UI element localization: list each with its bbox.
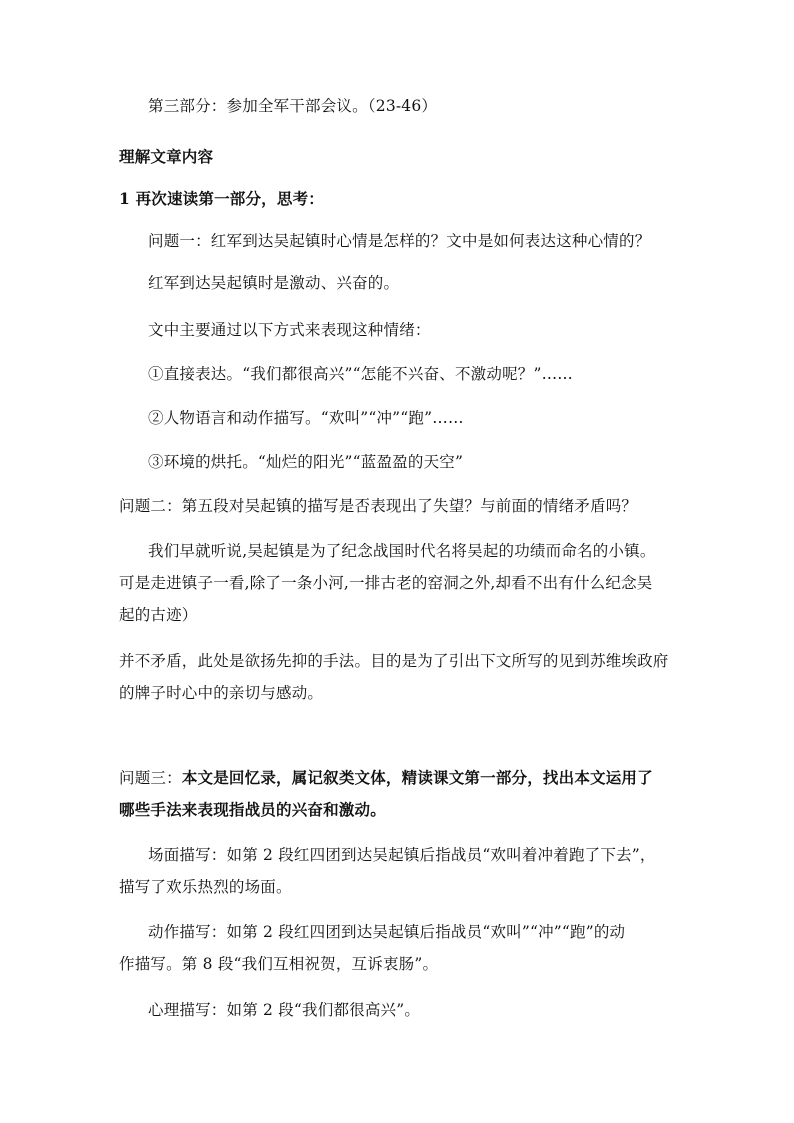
- answer-two-line-1: 并不矛盾，此处是欲扬先抑的手法。目的是为了引出下文所写的见到苏维埃政府: [119, 652, 669, 670]
- answer-one-intro: 文中主要通过以下方式来表现这种情绪：: [148, 321, 431, 339]
- scene-description-line-2: 描写了欢乐热烈的场面。: [119, 878, 292, 896]
- scene-description-line-1: 场面描写：如第 2 段红四团到达吴起镇后指战员“欢叫着冲着跑了下去”，: [148, 846, 656, 864]
- question-two: 问题二：第五段对吴起镇的描写是否表现出了失望？与前面的情绪矛盾吗？: [119, 497, 638, 515]
- mental-description-line-1: 心理描写：如第 2 段“我们都很高兴”。: [148, 1001, 421, 1019]
- question-three-line-2: 哪些手法来表现指战员的兴奋和激动。: [119, 800, 386, 819]
- answer-two-line-2: 的牌子时心中的亲切与感动。: [119, 684, 324, 702]
- quote-line-2: 可是走进镇子一看,除了一条小河,一排古老的窑洞之外,却看不出有什么纪念吴: [119, 574, 653, 592]
- heading-reread: 1 再次速读第一部分，思考：: [119, 189, 324, 208]
- heading-understand: 理解文章内容: [119, 147, 214, 166]
- question-one: 问题一：红军到达吴起镇时心情是怎样的？文中是如何表达这种心情的？: [148, 232, 651, 250]
- answer-one-item-1: ①直接表达。“我们都很高兴”“怎能不兴奋、不激动呢？”……: [148, 365, 573, 383]
- answer-one: 红军到达吴起镇时是激动、兴奋的。: [148, 274, 400, 292]
- action-description-line-2: 作描写。第 8 段“我们互相祝贺，互诉衷肠”。: [119, 955, 439, 973]
- answer-one-item-3: ③环境的烘托。“灿烂的阳光”“蓝盈盈的天空”: [148, 453, 464, 471]
- quote-line-1: 我们早就听说,吴起镇是为了纪念战国时代名将吴起的功绩而命名的小镇。: [148, 542, 656, 560]
- answer-one-item-2: ②人物语言和动作描写。“欢叫”“冲”“跑”……: [148, 409, 464, 427]
- question-three-line-1: [119, 768, 653, 788]
- question-three-prefix: 问题三：: [119, 769, 182, 787]
- action-description-line-1: 动作描写：如第 2 段红四团到达吴起镇后指战员“欢叫”“冲”“跑”的动: [148, 923, 626, 941]
- quote-line-3: 起的古迹）: [119, 606, 198, 624]
- part3-line: 第三部分：参加全军干部会议。（23-46）: [148, 97, 438, 115]
- question-three-bold-1: 本文是回忆录，属记叙类文体，精读课文第一部分，找出本文运用了: [181, 768, 653, 787]
